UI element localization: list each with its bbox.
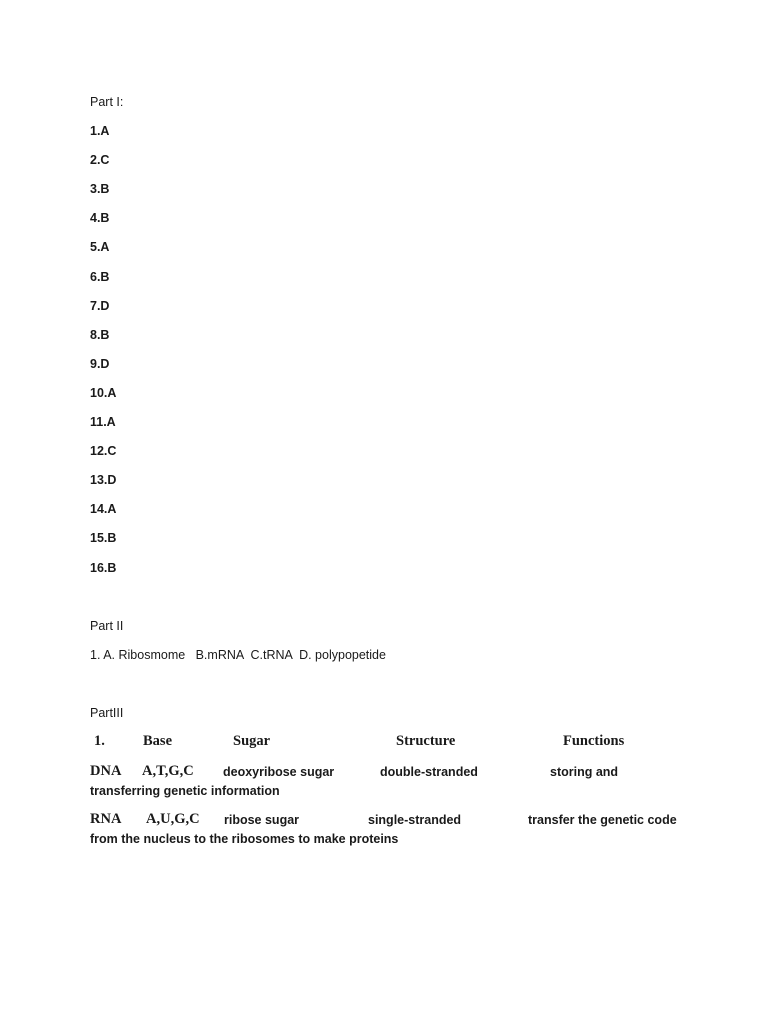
row-base: A,T,G,C [142, 763, 194, 779]
part3-heading: PartIII [90, 706, 124, 720]
row-function: transfer the genetic code [528, 813, 677, 827]
answer-item: 16.B [90, 561, 117, 575]
row-function-continued: transferring genetic information [90, 784, 280, 798]
row-name: RNA [90, 811, 122, 827]
answer-item: 4.B [90, 211, 110, 225]
row-name: DNA [90, 763, 122, 779]
row-sugar: ribose sugar [224, 813, 300, 827]
answer-item: 7.D [90, 299, 110, 313]
answer-item: 12.C [90, 444, 117, 458]
part2-heading: Part II [90, 619, 124, 633]
column-header-functions: Functions [563, 733, 625, 749]
answer-item: 11.A [90, 415, 116, 429]
row-structure: single-stranded [368, 813, 462, 827]
row-function-continued: from the nucleus to the ribosomes to make proteins [90, 832, 399, 846]
row-function: storing and [550, 765, 619, 779]
row-sugar: deoxyribose sugar [223, 765, 335, 779]
column-header-base: Base [143, 733, 172, 749]
answer-item: 2.C [90, 153, 110, 167]
row-base: A,U,G,C [146, 811, 200, 827]
row-structure: double-stranded [380, 765, 478, 779]
column-header-sugar: Sugar [233, 733, 271, 749]
answer-item: 5.A [90, 240, 110, 254]
answer-item: 1.A [90, 124, 110, 138]
answer-item: 15.B [90, 531, 117, 545]
answer-item: 10.A [90, 386, 117, 400]
answer-item: 9.D [90, 357, 110, 371]
part1-heading: Part I: [90, 95, 124, 109]
column-header-structure: Structure [396, 733, 456, 749]
answer-item: 6.B [90, 270, 110, 284]
part2-answer-line: 1. A. Ribosmome B.mRNA C.tRNA D. polypopetide [90, 648, 386, 662]
answer-item: 13.D [90, 473, 117, 487]
question-number: 1. [94, 733, 105, 749]
answer-item: 3.B [90, 182, 110, 196]
answer-item: 14.A [90, 502, 117, 516]
answer-item: 8.B [90, 328, 110, 342]
